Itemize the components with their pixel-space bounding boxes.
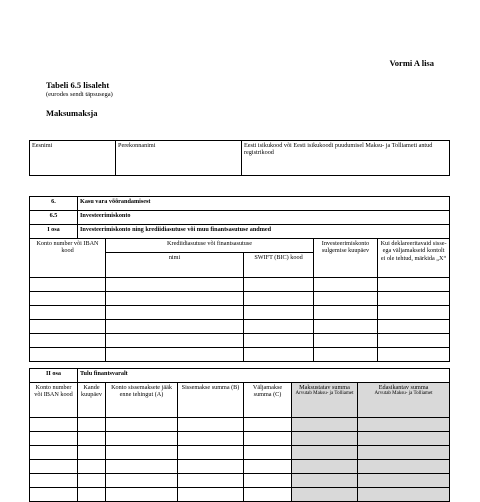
p1-cell[interactable] [30, 306, 106, 320]
p2-row [30, 446, 450, 460]
id-code-label: Eesti isikukood või Eesti isikukoodi puudumisel Maksu- ja Tolliameti antud registrikood [244, 142, 433, 157]
p2-cell[interactable] [244, 460, 292, 474]
p1-col-swift: SWIFT (BIC) kood [244, 253, 314, 278]
p2-cell[interactable] [244, 432, 292, 446]
p1-row [30, 348, 450, 362]
p2-cell[interactable] [244, 418, 292, 432]
p1-cell[interactable] [378, 306, 450, 320]
p2-cell[interactable] [30, 474, 78, 488]
p2-row [30, 432, 450, 446]
p2-cell[interactable] [106, 488, 178, 502]
p1-cell[interactable] [244, 320, 314, 334]
p2-cell [292, 432, 358, 446]
p1-cell[interactable] [244, 292, 314, 306]
p2-cell[interactable] [78, 446, 106, 460]
p2-cell [292, 418, 358, 432]
part2-title: Tulu finantsvaralt [78, 369, 450, 383]
p2-row [30, 460, 450, 474]
p1-cell[interactable] [106, 348, 244, 362]
p2-col-taxable [292, 383, 358, 418]
p1-cell[interactable] [314, 292, 378, 306]
p1-row [30, 292, 450, 306]
p2-cell[interactable] [30, 432, 78, 446]
p1-cell[interactable] [314, 306, 378, 320]
p1-row [30, 306, 450, 320]
p2-cell[interactable] [78, 474, 106, 488]
p2-cell[interactable] [244, 446, 292, 460]
p1-row [30, 278, 450, 292]
p2-col-deposit: Sissemakse summa (B) [178, 383, 244, 418]
p2-cell[interactable] [178, 460, 244, 474]
p2-cell [358, 446, 450, 460]
part2-label: II osa [30, 369, 78, 383]
p2-cell[interactable] [244, 474, 292, 488]
p1-cell[interactable] [244, 306, 314, 320]
p2-cell[interactable] [178, 474, 244, 488]
last-name-field[interactable] [116, 141, 242, 176]
p2-cell[interactable] [244, 488, 292, 502]
p1-col-name: nimi [106, 253, 244, 278]
p2-cell[interactable] [178, 446, 244, 460]
taxable-label: Maksustatav summa [299, 384, 350, 391]
p2-cell [292, 474, 358, 488]
p1-cell[interactable] [30, 320, 106, 334]
taxable-note: Arvutab Maksu- ja Tolliamet [295, 391, 354, 397]
taxpayer-heading: Maksumaksja [46, 108, 98, 118]
p2-cell[interactable] [78, 432, 106, 446]
p2-cell [292, 460, 358, 474]
p1-cell[interactable] [314, 348, 378, 362]
p2-cell [358, 474, 450, 488]
p2-cell[interactable] [78, 488, 106, 502]
p2-col-carryover [358, 383, 450, 418]
p1-col-close-date: Investeerimiskonto sulgemise kuupäev [314, 239, 378, 278]
id-code-field[interactable] [242, 141, 450, 176]
section-title: Kasu vara võõrandamisest [78, 197, 450, 211]
carryover-label: Edasikantav summa [378, 384, 429, 391]
p1-cell[interactable] [378, 320, 450, 334]
spacer-cell [30, 362, 450, 369]
p2-col-account: Konto number või IBAN kood [30, 383, 78, 418]
p1-cell[interactable] [106, 306, 244, 320]
p2-cell[interactable] [178, 432, 244, 446]
p1-cell[interactable] [314, 334, 378, 348]
section-number: 6. [30, 197, 78, 211]
p1-cell[interactable] [314, 320, 378, 334]
p2-cell [358, 488, 450, 502]
p1-cell[interactable] [106, 334, 244, 348]
p1-col-account: Konto number või IBAN kood [30, 239, 106, 278]
p1-col-institution: Krediidiasutuse või finantsasutuse [106, 239, 314, 253]
p1-row [30, 320, 450, 334]
p2-cell[interactable] [30, 446, 78, 460]
page-title: Tabeli 6.5 lisaleht [46, 80, 110, 90]
p2-cell[interactable] [106, 460, 178, 474]
p2-cell[interactable] [78, 418, 106, 432]
p1-cell[interactable] [244, 334, 314, 348]
p1-cell[interactable] [30, 334, 106, 348]
p1-cell[interactable] [378, 334, 450, 348]
section-spacer [30, 362, 450, 369]
p2-cell[interactable] [30, 488, 78, 502]
p2-cell[interactable] [106, 418, 178, 432]
p2-cell[interactable] [106, 446, 178, 460]
p2-cell [292, 488, 358, 502]
p2-cell[interactable] [106, 474, 178, 488]
p2-cell [292, 446, 358, 460]
p1-cell[interactable] [244, 348, 314, 362]
p2-col-date: Kande kuupäev [78, 383, 106, 418]
p1-cell[interactable] [30, 348, 106, 362]
p2-cell [358, 418, 450, 432]
p1-cell[interactable] [378, 292, 450, 306]
taxpayer-identity-table [29, 140, 450, 176]
p1-row [30, 334, 450, 348]
p1-col-no-transactions: Kui deklareeritavaid sisse- ega väljamakseid kontolt ei ole tehtud, märkida „X“ [378, 239, 450, 278]
subsection-number: 6.5 [30, 211, 78, 225]
p2-cell [358, 432, 450, 446]
p1-cell[interactable] [106, 278, 244, 292]
p2-row [30, 474, 450, 488]
p2-cell[interactable] [30, 418, 78, 432]
p2-col-withdrawal: Väljamakse summa (C) [244, 383, 292, 418]
p1-cell[interactable] [378, 348, 450, 362]
p2-row [30, 488, 450, 502]
p1-cell[interactable] [106, 320, 244, 334]
carryover-note: Arvutab Maksu- ja Tolliamet [374, 391, 433, 397]
part1-title: Investeerimiskonto ning krediidiasutuse või muu finantsasutuse andmed [78, 225, 450, 239]
p1-cell[interactable] [244, 278, 314, 292]
first-name-label: Eesnimi [32, 142, 53, 149]
p2-row [30, 418, 450, 432]
p2-cell[interactable] [178, 488, 244, 502]
p2-cell [358, 460, 450, 474]
page-subtitle: (eurodes sendi täpsusega) [46, 91, 113, 98]
subsection-title: Investeerimiskonto [78, 211, 450, 225]
p1-cell[interactable] [30, 292, 106, 306]
investment-account-table [29, 196, 450, 502]
first-name-field[interactable] [30, 141, 116, 176]
p2-cell[interactable] [78, 460, 106, 474]
p2-cell[interactable] [106, 432, 178, 446]
p2-cell[interactable] [30, 460, 78, 474]
p2-col-balance: Konto sissemaksete jääk enne tehingut (A) [106, 383, 178, 418]
form-code: Vormi A lisa [389, 58, 434, 68]
last-name-label: Perekonnanimi [118, 142, 156, 149]
p1-cell[interactable] [106, 292, 244, 306]
p1-cell[interactable] [378, 278, 450, 292]
part1-label: I osa [30, 225, 78, 239]
p1-cell[interactable] [30, 278, 106, 292]
p1-cell[interactable] [314, 278, 378, 292]
p2-cell[interactable] [178, 418, 244, 432]
